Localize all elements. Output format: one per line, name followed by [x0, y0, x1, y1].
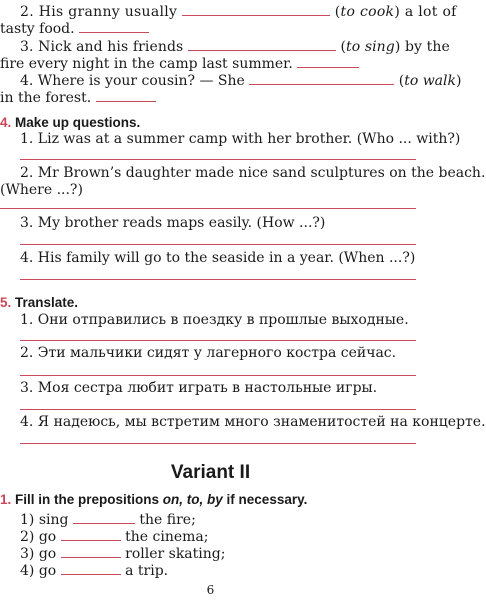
ex3-item-3-line1: 3. Nick and his friends (to sing) by the [20, 39, 450, 55]
ex3-item-2-line1: 2. His granny usually (to cook) a lot of [20, 4, 457, 20]
answer-blank[interactable] [182, 2, 330, 16]
answer-blank[interactable] [79, 19, 149, 33]
ex5-item-2: 2. Эти мальчики сидят у лагерного костра сейчас. [20, 345, 397, 361]
answer-line[interactable] [0, 208, 416, 209]
exercise-title: Make up questions. [15, 115, 141, 130]
ex1-item-3: 3) go roller skating; [20, 546, 226, 562]
answer-line[interactable] [20, 409, 416, 410]
ex3-item-4-line1: 4. Where is your cousin? — She (to walk) [20, 73, 462, 89]
answer-line[interactable] [20, 159, 416, 160]
variant-heading: Variant II [170, 462, 251, 483]
verb-hint: to sing [346, 39, 395, 55]
ex4-item-2-line1: 2. Mr Brown’s daughter made nice sand sculptures on the beach. [20, 165, 486, 181]
ex4-item-1: 1. Liz was at a summer camp with her brother. (Who ... with?) [20, 131, 461, 147]
answer-line[interactable] [20, 244, 416, 245]
exercise-number: 4. [0, 115, 12, 130]
verb-hint: to cook [340, 4, 395, 20]
preposition-list: on, to, by [162, 492, 223, 507]
exercise-title: Translate. [15, 295, 79, 310]
answer-blank[interactable] [249, 71, 394, 85]
exercise-number: 5. [0, 295, 12, 310]
answer-blank[interactable] [61, 527, 121, 541]
verb-hint: to walk [404, 73, 456, 89]
ex4-item-2-line2: (Where ...?) [0, 182, 83, 198]
answer-blank[interactable] [297, 54, 359, 68]
ex5-item-1: 1. Они отправились в поездку в прошлые выходные. [20, 312, 409, 328]
ex1-item-4: 4) go a trip. [20, 563, 169, 579]
ex5-item-4: 4. Я надеюсь, мы встретим много знаменитостей на концерте. [20, 414, 486, 430]
ex5-item-3: 3. Моя сестра любит играть в настольные игры. [20, 380, 378, 396]
exercise-number: 1. [0, 492, 12, 507]
answer-blank[interactable] [61, 544, 121, 558]
answer-line[interactable] [20, 279, 416, 280]
ex1-item-1: 1) sing the fire; [20, 512, 196, 528]
ex4-item-4: 4. His family will go to the seaside in a year. (When ...?) [20, 250, 416, 266]
answer-blank[interactable] [188, 37, 336, 51]
answer-blank[interactable] [61, 561, 121, 575]
exercise-5-heading [0, 294, 78, 311]
exercise-4-heading [0, 114, 140, 131]
ex4-item-3: 3. My brother reads maps easily. (How ...?) [20, 215, 326, 231]
ex3-item-3-line2: fire every night in the camp last summer. [0, 54, 359, 73]
page-number: 6 [206, 583, 215, 597]
answer-line[interactable] [20, 443, 416, 444]
exercise-1-heading: 1. Fill in the prepositions on, to, by if necessary. [0, 492, 308, 507]
answer-blank[interactable] [96, 88, 156, 102]
answer-line[interactable] [20, 375, 416, 376]
answer-line[interactable] [20, 340, 416, 341]
ex3-item-2-line2: tasty food. [0, 19, 149, 38]
ex1-item-2: 2) go the cinema; [20, 529, 209, 545]
ex3-item-4-line2: in the forest. [0, 88, 156, 107]
answer-blank[interactable] [73, 510, 135, 524]
